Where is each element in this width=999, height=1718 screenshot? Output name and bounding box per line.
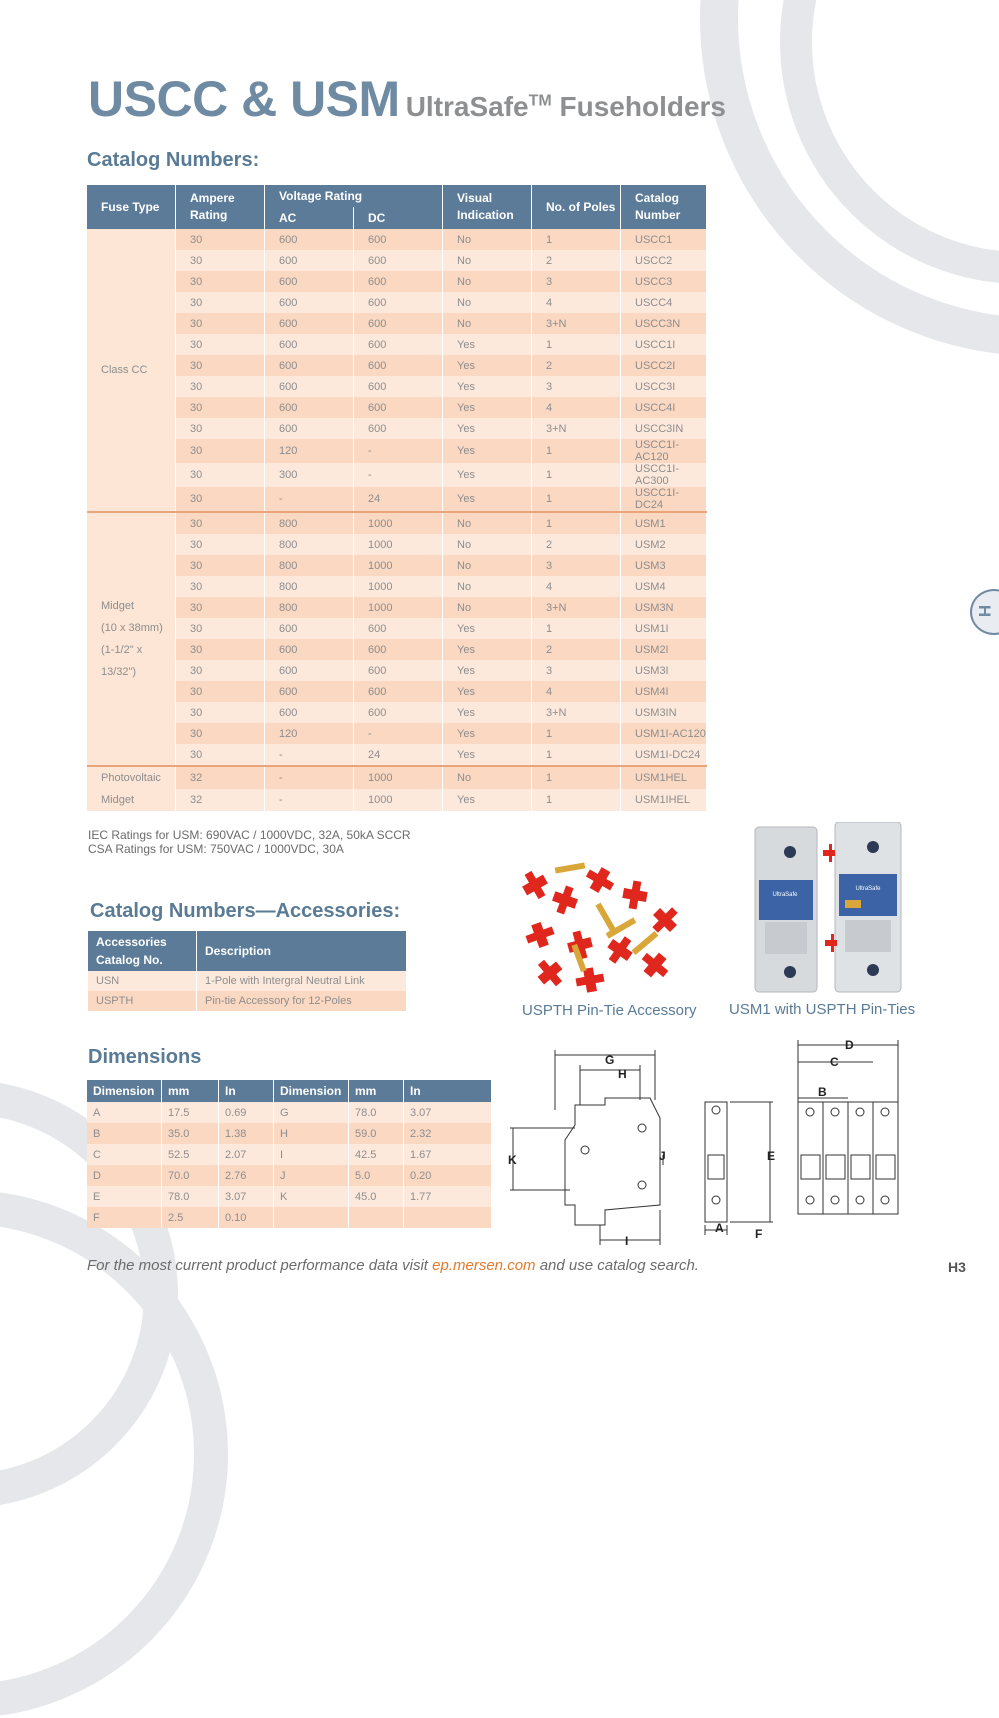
table-cell: 600 [354, 681, 443, 702]
table-cell: 600 [354, 313, 443, 334]
table-cell: 17.5 [162, 1102, 219, 1123]
table-cell: 800 [265, 512, 354, 534]
table-cell: USM1I [621, 618, 707, 639]
table-cell: Yes [443, 487, 532, 512]
table-cell: 30 [176, 702, 265, 723]
table-cell: 0.10 [219, 1207, 274, 1228]
table-cell: 3 [532, 271, 621, 292]
table-row [87, 334, 707, 355]
table-cell: 600 [354, 702, 443, 723]
table-cell: 30 [176, 334, 265, 355]
table-cell: 32 [176, 789, 265, 811]
table-row [87, 702, 707, 723]
table-cell: USM3 [621, 555, 707, 576]
col-ampere: Ampere Rating [176, 185, 265, 229]
csa-rating: CSA Ratings for USM: 750VAC / 1000VDC, 30A [88, 842, 344, 856]
table-cell: - [265, 487, 354, 512]
table-cell: Yes [443, 744, 532, 766]
table-cell: 42.5 [349, 1144, 404, 1165]
table-cell: USM1IHEL [621, 789, 707, 811]
table-cell: USCC1I-AC120 [621, 439, 707, 463]
table-row [87, 723, 707, 744]
table-cell: 600 [354, 334, 443, 355]
table-cell: 30 [176, 534, 265, 555]
table-cell: 600 [354, 618, 443, 639]
table-cell: 2.32 [404, 1123, 492, 1144]
table-cell: 24 [354, 487, 443, 512]
table-cell: 600 [265, 618, 354, 639]
table-cell: 1000 [354, 555, 443, 576]
label-b: B [818, 1085, 827, 1099]
col-catalog: Catalog Number [621, 185, 707, 229]
table-cell: G [274, 1102, 349, 1123]
fuse-type-cell: Class CC [87, 229, 176, 512]
table-cell: Yes [443, 355, 532, 376]
dimension-header: Dimension [274, 1080, 349, 1102]
table-row [87, 534, 707, 555]
pin-tie-accessory-image [510, 855, 700, 1000]
table-cell: 32 [176, 766, 265, 789]
table-cell: 1000 [354, 597, 443, 618]
table-cell: - [354, 463, 443, 487]
label-f: F [755, 1227, 763, 1241]
table-row [87, 439, 707, 463]
section-tab[interactable] [970, 589, 999, 635]
table-cell: I [274, 1144, 349, 1165]
table-cell: 600 [354, 355, 443, 376]
table-cell: 3 [532, 660, 621, 681]
section-heading-catalog: Catalog Numbers: [87, 149, 260, 171]
table-cell: 30 [176, 418, 265, 439]
col-voltage: Voltage Rating [265, 185, 443, 207]
table-cell: 2 [532, 250, 621, 271]
table-row [87, 1165, 492, 1186]
table-cell: 1 [532, 744, 621, 766]
table-cell: USCC1I-DC24 [621, 487, 707, 512]
table-cell: 30 [176, 576, 265, 597]
table-row [87, 766, 707, 789]
table-cell: 30 [176, 229, 265, 250]
table-cell: Yes [443, 463, 532, 487]
col-accessory-catalog: Accessories Catalog No. [88, 931, 197, 971]
table-cell: 1 [532, 463, 621, 487]
label-d: D [845, 1040, 854, 1052]
table-cell: 52.5 [162, 1144, 219, 1165]
table-cell: 30 [176, 487, 265, 512]
table-cell: 3+N [532, 313, 621, 334]
dimensions-table [87, 1080, 492, 1228]
table-cell: 1000 [354, 576, 443, 597]
table-cell: USM1I-DC24 [621, 744, 707, 766]
table-cell: A [87, 1102, 162, 1123]
table-cell: H [274, 1123, 349, 1144]
table-cell: 600 [265, 313, 354, 334]
table-cell: 3.07 [219, 1186, 274, 1207]
table-cell: 30 [176, 744, 265, 766]
table-cell: Yes [443, 660, 532, 681]
table-cell: No [443, 229, 532, 250]
table-cell: 5.0 [349, 1165, 404, 1186]
section-heading-accessories: Catalog Numbers—Accessories: [90, 900, 401, 922]
table-cell: 600 [354, 271, 443, 292]
table-cell: USCC1I-AC300 [621, 463, 707, 487]
table-cell: 70.0 [162, 1165, 219, 1186]
table-row [87, 639, 707, 660]
table-cell: 35.0 [162, 1123, 219, 1144]
table-cell: 600 [265, 271, 354, 292]
table-cell: 4 [532, 681, 621, 702]
table-cell: 600 [265, 639, 354, 660]
table-row [87, 397, 707, 418]
table-row [87, 681, 707, 702]
table-cell: - [265, 744, 354, 766]
table-cell: USCC2I [621, 355, 707, 376]
fuse-type-cell: Midget (10 x 38mm) (1-1/2" x 13/32") [87, 512, 176, 766]
table-cell: 1 [532, 439, 621, 463]
table-cell: 30 [176, 618, 265, 639]
table-cell: Yes [443, 681, 532, 702]
table-cell: USM3I [621, 660, 707, 681]
holder-label: UltraSafe [772, 892, 798, 898]
table-cell: F [87, 1207, 162, 1228]
table-cell: 120 [265, 439, 354, 463]
table-cell: 3+N [532, 597, 621, 618]
table-cell: 1000 [354, 766, 443, 789]
table-cell: USCC1I [621, 334, 707, 355]
table-cell: 800 [265, 576, 354, 597]
table-cell: No [443, 534, 532, 555]
table-cell: 2 [532, 639, 621, 660]
table-cell: 1.67 [404, 1144, 492, 1165]
table-row [87, 618, 707, 639]
table-cell: 1 [532, 229, 621, 250]
table-cell: 4 [532, 576, 621, 597]
table-cell: 30 [176, 555, 265, 576]
table-cell: 59.0 [349, 1123, 404, 1144]
table-cell: 600 [265, 250, 354, 271]
table-cell: USCC1 [621, 229, 707, 250]
table-cell: D [87, 1165, 162, 1186]
table-cell: 30 [176, 723, 265, 744]
table-cell: 600 [265, 418, 354, 439]
table-cell: 600 [265, 702, 354, 723]
table-cell [349, 1207, 404, 1228]
holder-label: UltraSafe [855, 886, 881, 892]
table-cell: 600 [354, 397, 443, 418]
table-cell: Yes [443, 418, 532, 439]
table-cell [274, 1207, 349, 1228]
dimension-header: mm [349, 1080, 404, 1102]
table-row [87, 1102, 492, 1123]
caption-usm1: USM1 with USPTH Pin-Ties [729, 1001, 916, 1018]
table-row [87, 418, 707, 439]
table-cell: 1 [532, 487, 621, 512]
label-i: I [625, 1234, 629, 1248]
table-cell: 30 [176, 512, 265, 534]
table-cell: 800 [265, 597, 354, 618]
table-cell: 3+N [532, 418, 621, 439]
table-cell: - [354, 439, 443, 463]
table-cell: Yes [443, 334, 532, 355]
col-description: Description [197, 931, 407, 971]
table-cell: 600 [354, 660, 443, 681]
usm1-holder-image [745, 822, 915, 997]
table-cell: 78.0 [162, 1186, 219, 1207]
table-cell: - [265, 789, 354, 811]
table-cell: 300 [265, 463, 354, 487]
table-cell: 600 [354, 250, 443, 271]
table-cell: 30 [176, 397, 265, 418]
table-cell: 1 [532, 334, 621, 355]
table-cell: Yes [443, 639, 532, 660]
table-cell: 1 [532, 512, 621, 534]
table-row [87, 597, 707, 618]
table-cell: No [443, 512, 532, 534]
table-cell: 45.0 [349, 1186, 404, 1207]
table-cell: 600 [354, 418, 443, 439]
table-row [87, 660, 707, 681]
table-row [87, 250, 707, 271]
table-cell: No [443, 766, 532, 789]
table-cell: Yes [443, 702, 532, 723]
table-cell: No [443, 597, 532, 618]
table-cell: USCC2 [621, 250, 707, 271]
table-row [87, 1186, 492, 1207]
table-cell: 1000 [354, 512, 443, 534]
table-cell: 3 [532, 376, 621, 397]
table-cell: 30 [176, 355, 265, 376]
table-cell: 1000 [354, 534, 443, 555]
iec-rating: IEC Ratings for USM: 690VAC / 1000VDC, 32A, 50kA SCCR [88, 828, 411, 842]
page-number: H3 [948, 1259, 966, 1275]
label-j: J [659, 1149, 666, 1163]
table-row: USN 1-Pole with Intergral Neutral Link [88, 971, 407, 991]
table-cell: 78.0 [349, 1102, 404, 1123]
table-cell: Yes [443, 397, 532, 418]
table-cell: 800 [265, 534, 354, 555]
table-row [87, 271, 707, 292]
table-cell: USCC4 [621, 292, 707, 313]
table-cell: 120 [265, 723, 354, 744]
table-cell: 3 [532, 555, 621, 576]
section-tab-label: H [975, 604, 995, 618]
table-row [87, 1123, 492, 1144]
ratings-note [88, 828, 411, 856]
table-cell: 0.20 [404, 1165, 492, 1186]
table-cell: No [443, 576, 532, 597]
col-visual: Visual Indication [443, 185, 532, 229]
table-cell: Yes [443, 618, 532, 639]
table-cell: USM4 [621, 576, 707, 597]
table-cell: E [87, 1186, 162, 1207]
table-cell: USCC3I [621, 376, 707, 397]
table-cell: 30 [176, 271, 265, 292]
table-cell: USM2 [621, 534, 707, 555]
table-cell: No [443, 555, 532, 576]
label-h: H [618, 1067, 627, 1081]
table-cell: 2 [532, 534, 621, 555]
table-row [87, 1144, 492, 1165]
table-cell: 2.76 [219, 1165, 274, 1186]
table-cell: 1 [532, 766, 621, 789]
table-cell: 2 [532, 355, 621, 376]
table-cell: 600 [354, 639, 443, 660]
table-cell: 600 [265, 660, 354, 681]
table-cell: 2.07 [219, 1144, 274, 1165]
table-cell: Yes [443, 723, 532, 744]
title-sub2: Fuseholders [559, 91, 726, 122]
table-cell: 30 [176, 681, 265, 702]
table-row [87, 744, 707, 766]
table-row [87, 789, 707, 811]
table-cell: 30 [176, 660, 265, 681]
catalog-table [87, 185, 707, 811]
table-cell: 1 [532, 789, 621, 811]
table-cell: 30 [176, 639, 265, 660]
table-cell [404, 1207, 492, 1228]
table-row [87, 292, 707, 313]
table-cell: 600 [265, 292, 354, 313]
table-cell: 1 [532, 618, 621, 639]
dimension-header: In [219, 1080, 274, 1102]
table-cell: 2.5 [162, 1207, 219, 1228]
table-cell: B [87, 1123, 162, 1144]
table-row [87, 463, 707, 487]
col-poles: No. of Poles [532, 185, 621, 229]
table-cell: Yes [443, 376, 532, 397]
col-fuse-type: Fuse Type [87, 185, 176, 229]
table-cell: 600 [265, 229, 354, 250]
dimension-drawing [505, 1040, 910, 1250]
table-cell: 600 [265, 376, 354, 397]
table-row [87, 555, 707, 576]
table-cell: USM1HEL [621, 766, 707, 789]
footer-text: For the most current product performance data visit ep.mersen.com and use catalog search. [87, 1257, 699, 1274]
label-a: A [715, 1221, 724, 1235]
table-row [87, 376, 707, 397]
table-row: USPTH Pin-tie Accessory for 12-Poles [88, 991, 407, 1011]
dimension-header: Dimension [87, 1080, 162, 1102]
table-cell: No [443, 271, 532, 292]
dimension-header: In [404, 1080, 492, 1102]
table-cell: 30 [176, 463, 265, 487]
table-row [87, 512, 707, 534]
table-cell: 30 [176, 250, 265, 271]
table-cell: USM4I [621, 681, 707, 702]
table-cell: No [443, 292, 532, 313]
table-cell: USCC3 [621, 271, 707, 292]
table-cell: No [443, 313, 532, 334]
title-main: USCC & USM [88, 71, 400, 127]
table-cell: 30 [176, 376, 265, 397]
table-cell: USM1I-AC120 [621, 723, 707, 744]
website-link[interactable]: ep.mersen.com [432, 1257, 536, 1274]
col-ac: AC [265, 207, 354, 229]
table-cell: - [354, 723, 443, 744]
table-cell: USCC4I [621, 397, 707, 418]
table-row [87, 313, 707, 334]
table-cell: 600 [265, 397, 354, 418]
table-cell: 30 [176, 292, 265, 313]
table-cell: No [443, 250, 532, 271]
page-title [88, 70, 726, 128]
accessories-table [88, 931, 407, 1011]
table-cell: 0.69 [219, 1102, 274, 1123]
label-g: G [605, 1053, 615, 1067]
table-row [87, 355, 707, 376]
section-heading-dimensions: Dimensions [88, 1046, 202, 1068]
table-cell: USCC3IN [621, 418, 707, 439]
label-k: K [508, 1153, 517, 1167]
table-cell: K [274, 1186, 349, 1207]
table-cell: 30 [176, 313, 265, 334]
table-cell: 3+N [532, 702, 621, 723]
table-cell: 600 [354, 292, 443, 313]
background-arc [700, 0, 999, 356]
table-cell: USM3N [621, 597, 707, 618]
trademark: TM [528, 92, 552, 110]
col-dc: DC [354, 207, 443, 229]
table-cell: 4 [532, 397, 621, 418]
title-sub: UltraSafe [405, 91, 529, 122]
table-cell: 600 [265, 681, 354, 702]
table-cell: 600 [265, 334, 354, 355]
table-cell: USCC3N [621, 313, 707, 334]
label-c: C [830, 1055, 839, 1069]
table-cell: 600 [354, 229, 443, 250]
table-cell: Yes [443, 789, 532, 811]
caption-pin-tie: USPTH Pin-Tie Accessory [522, 1002, 697, 1019]
table-cell: - [265, 766, 354, 789]
table-cell: USM1 [621, 512, 707, 534]
table-cell: C [87, 1144, 162, 1165]
table-cell: 30 [176, 439, 265, 463]
table-row [87, 229, 707, 250]
table-cell: 600 [265, 355, 354, 376]
table-cell: 1.77 [404, 1186, 492, 1207]
label-e: E [767, 1149, 776, 1163]
table-cell: USM2I [621, 639, 707, 660]
dimension-header: mm [162, 1080, 219, 1102]
table-cell: Yes [443, 439, 532, 463]
table-cell: 800 [265, 555, 354, 576]
table-cell: 1 [532, 723, 621, 744]
table-row [87, 487, 707, 512]
fuse-type-cell: Photovoltaic Midget [87, 766, 176, 811]
table-cell: 24 [354, 744, 443, 766]
table-cell: USM3IN [621, 702, 707, 723]
table-cell: 1000 [354, 789, 443, 811]
table-cell: 3.07 [404, 1102, 492, 1123]
table-row [87, 576, 707, 597]
table-row [87, 1207, 492, 1228]
table-cell: 1.38 [219, 1123, 274, 1144]
table-cell: 30 [176, 597, 265, 618]
table-cell: 4 [532, 292, 621, 313]
table-cell: J [274, 1165, 349, 1186]
table-cell: 600 [354, 376, 443, 397]
